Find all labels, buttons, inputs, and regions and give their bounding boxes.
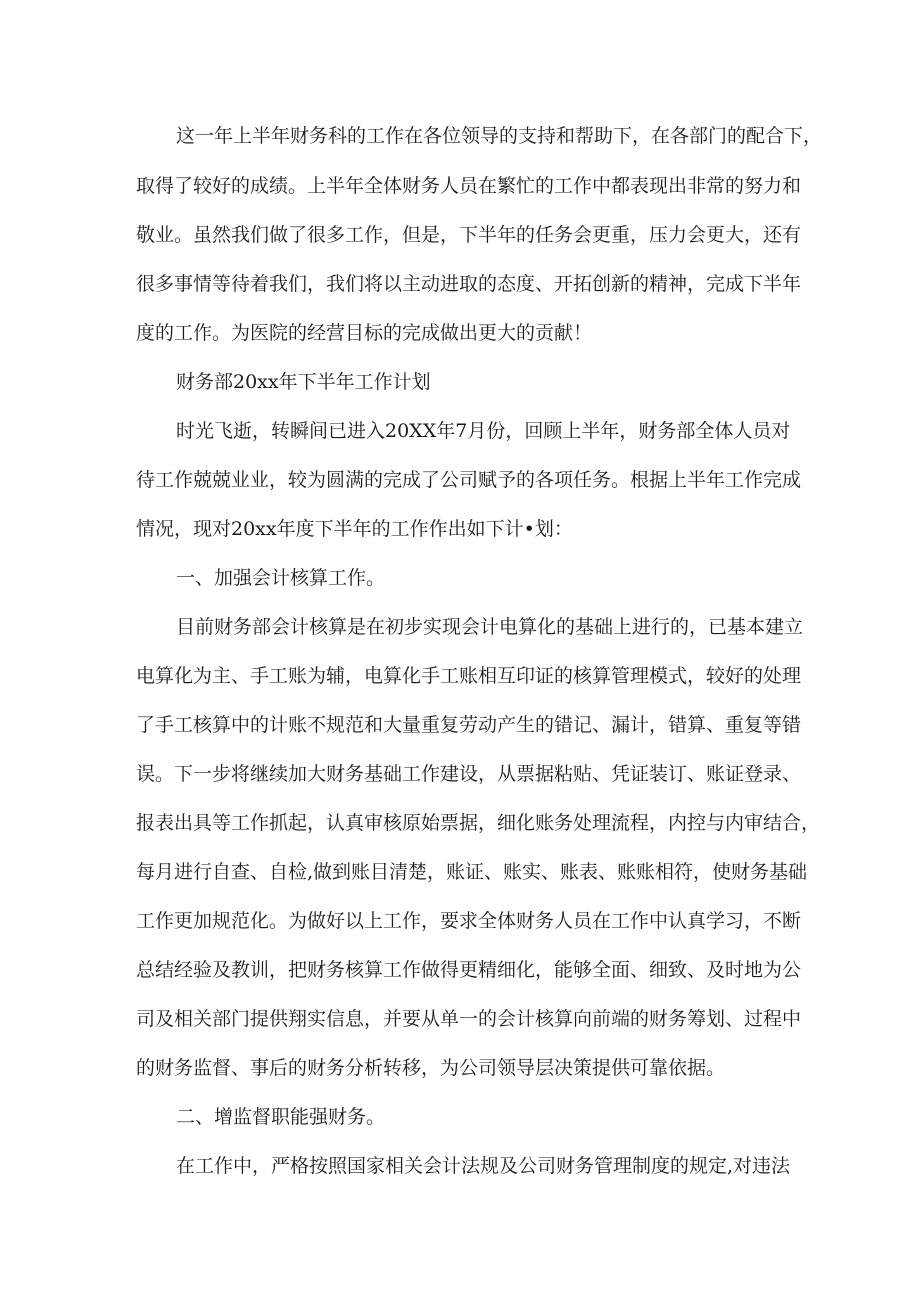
plan-title: 财务部20xx年下半年工作计划 xyxy=(176,371,431,393)
section-heading: 二、增监督职能强财务。 xyxy=(176,1106,386,1128)
paragraph-line: 电算化为主、手工账为辅，电算化手工账相互印证的核算管理模式，较好的处理 xyxy=(136,665,802,687)
paragraph-line: 情况，现对20xx年度下半年的工作作出如下计•划： xyxy=(136,518,573,540)
paragraph-line: 很多事情等待着我们，我们将以主动进取的态度、开拓创新的精神，完成下半年 xyxy=(136,273,802,295)
paragraph-line: 敬业。虽然我们做了很多工作，但是，下半年的任务会更重，压力会更大，还有 xyxy=(136,224,802,246)
paragraph-line: 在工作中，严格按照国家相关会计法规及公司财务管理制度的规定,对违法 xyxy=(176,1155,791,1177)
paragraph-line: 这一年上半年财务科的工作在各位领导的支持和帮助下，在各部门的配合下， xyxy=(176,125,823,147)
paragraph-line: 度的工作。为医院的经营目标的完成做出更大的贡献！ xyxy=(136,322,593,344)
paragraph-line: 时光飞逝，转瞬间已进入20XX年7月份，回顾上半年，财务部全体人员对 xyxy=(176,420,791,442)
paragraph-line: 待工作兢兢业业，较为圆满的完成了公司赋予的各项任务。根据上半年工作完成 xyxy=(136,469,802,491)
paragraph-line: 目前财务部会计核算是在初步实现会计电算化的基础上进行的，已基本建立 xyxy=(176,616,804,638)
paragraph-line: 误。下一步将继续加大财务基础工作建设，从票据粘贴、凭证装订、账证登录、 xyxy=(136,763,802,785)
paragraph-line: 工作更加规范化。为做好以上工作，要求全体财务人员在工作中认真学习，不断 xyxy=(136,910,802,932)
paragraph-line: 总结经验及教训，把财务核算工作做得更精细化，能够全面、细致、及时地为公 xyxy=(136,959,802,981)
paragraph-line: 司及相关部门提供翔实信息，并要从单一的会计核算向前端的财务筹划、过程中 xyxy=(136,1008,802,1030)
paragraph-line: 报表出具等工作抓起，认真审核原始票据，细化账务处理流程，内控与内审结合， xyxy=(136,812,821,834)
paragraph-line: 了手工核算中的计账不规范和大量重复劳动产生的错记、漏计，错算、重复等错 xyxy=(136,714,802,736)
paragraph-line: 取得了较好的成绩。上半年全体财务人员在繁忙的工作中都表现出非常的努力和 xyxy=(136,175,802,197)
section-heading: 一、加强会计核算工作。 xyxy=(176,567,386,589)
paragraph-line: 的财务监督、事后的财务分析转移，为公司领导层决策提供可靠依据。 xyxy=(136,1057,726,1079)
paragraph-line: 每月进行自查、自检,做到账目清楚，账证、账实、账表、账账相符，使财务基础 xyxy=(136,861,808,883)
